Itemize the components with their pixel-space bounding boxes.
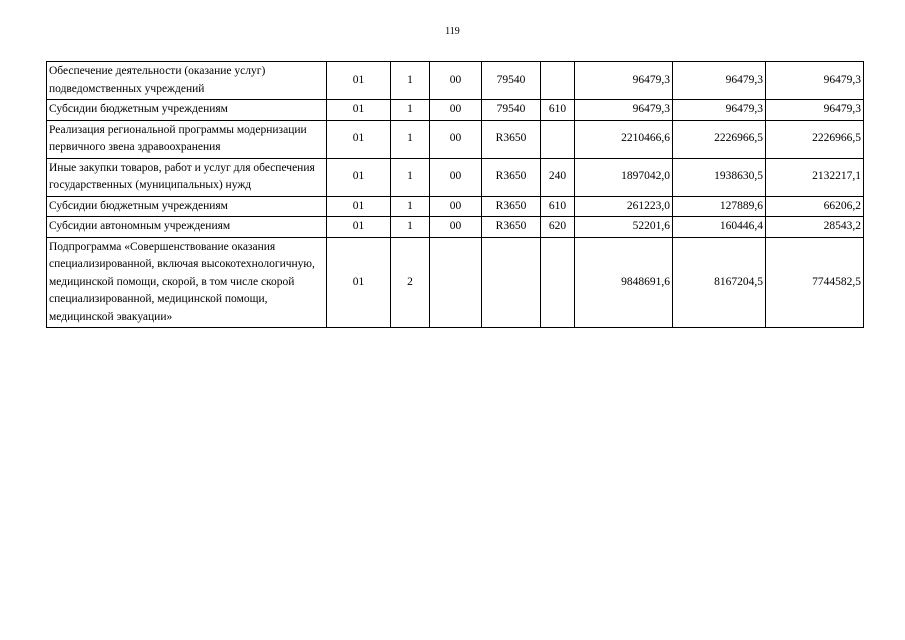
code-cell: R3650 [482, 158, 541, 196]
code-cell: R3650 [482, 217, 541, 238]
value-cell: 2132217,1 [766, 158, 864, 196]
value-cell: 2226966,5 [766, 120, 864, 158]
row-name: Субсидии бюджетным учреждениям [47, 100, 327, 121]
table-row [47, 196, 864, 217]
code-cell: 610 [541, 100, 575, 121]
value-cell: 160446,4 [673, 217, 766, 238]
row-name: Реализация региональной программы модернизации первичного звена здравоохранения [47, 120, 327, 158]
code-cell: 00 [430, 120, 482, 158]
value-cell: 96479,3 [575, 100, 673, 121]
value-cell: 127889,6 [673, 196, 766, 217]
value-cell: 1938630,5 [673, 158, 766, 196]
row-name: Иные закупки товаров, работ и услуг для обеспечения государственных (муниципальных) нужд [47, 158, 327, 196]
value-cell: 66206,2 [766, 196, 864, 217]
value-cell: 7744582,5 [766, 237, 864, 328]
value-cell: 52201,6 [575, 217, 673, 238]
table-row [47, 62, 864, 100]
code-cell: 00 [430, 217, 482, 238]
value-cell: 96479,3 [673, 62, 766, 100]
code-cell [430, 237, 482, 328]
value-cell: 2226966,5 [673, 120, 766, 158]
table-row [47, 217, 864, 238]
code-cell: 01 [327, 158, 391, 196]
value-cell: 96479,3 [766, 100, 864, 121]
code-cell [541, 62, 575, 100]
code-cell: 01 [327, 217, 391, 238]
code-cell: 610 [541, 196, 575, 217]
code-cell: 00 [430, 196, 482, 217]
table-row [47, 100, 864, 121]
code-cell: 79540 [482, 100, 541, 121]
budget-table [46, 61, 864, 328]
code-cell: R3650 [482, 196, 541, 217]
code-cell: 620 [541, 217, 575, 238]
code-cell: 1 [391, 158, 430, 196]
table-row [47, 158, 864, 196]
code-cell: 00 [430, 62, 482, 100]
row-name: Подпрограмма «Совершенствование оказания специализированной, включая высокотехнологичную, медицинской помощи, скорой, в том числе скорой специализированной, медицинской помощи, медицинской эвакуации» [47, 237, 327, 328]
table-row [47, 120, 864, 158]
code-cell [541, 120, 575, 158]
value-cell: 1897042,0 [575, 158, 673, 196]
value-cell: 2210466,6 [575, 120, 673, 158]
code-cell: 240 [541, 158, 575, 196]
code-cell: 01 [327, 62, 391, 100]
code-cell: 79540 [482, 62, 541, 100]
code-cell: 00 [430, 100, 482, 121]
code-cell: 1 [391, 62, 430, 100]
code-cell: 1 [391, 100, 430, 121]
code-cell [541, 237, 575, 328]
value-cell: 261223,0 [575, 196, 673, 217]
code-cell: 1 [391, 120, 430, 158]
code-cell: 1 [391, 196, 430, 217]
value-cell: 96479,3 [673, 100, 766, 121]
value-cell: 8167204,5 [673, 237, 766, 328]
value-cell: 28543,2 [766, 217, 864, 238]
code-cell: 00 [430, 158, 482, 196]
code-cell: 01 [327, 100, 391, 121]
code-cell: 01 [327, 120, 391, 158]
code-cell: R3650 [482, 120, 541, 158]
row-name: Субсидии бюджетным учреждениям [47, 196, 327, 217]
row-name: Субсидии автономным учреждениям [47, 217, 327, 238]
row-name: Обеспечение деятельности (оказание услуг) подведомственных учреждений [47, 62, 327, 100]
value-cell: 96479,3 [575, 62, 673, 100]
page-number: 119 [445, 26, 460, 37]
code-cell: 01 [327, 196, 391, 217]
table-row [47, 237, 864, 328]
code-cell [482, 237, 541, 328]
value-cell: 9848691,6 [575, 237, 673, 328]
code-cell: 2 [391, 237, 430, 328]
value-cell: 96479,3 [766, 62, 864, 100]
code-cell: 01 [327, 237, 391, 328]
code-cell: 1 [391, 217, 430, 238]
